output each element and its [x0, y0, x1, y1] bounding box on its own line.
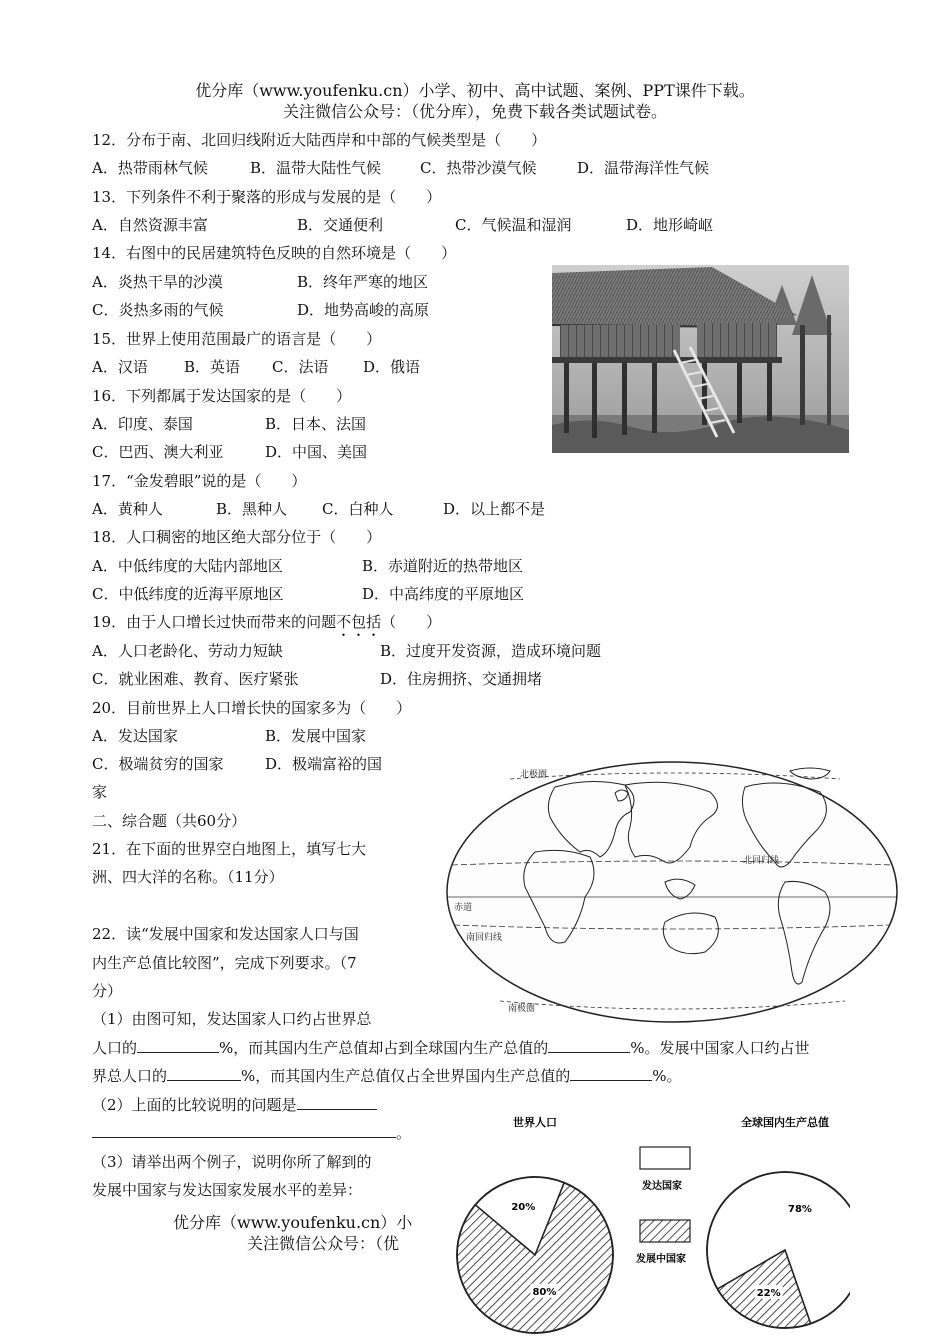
- q19-stem-post: （ ）: [381, 613, 442, 631]
- q22-p1-line3: [92, 1066, 682, 1086]
- q19-stem: [92, 612, 441, 640]
- q22-p1-line2: [92, 1038, 810, 1058]
- q22-p1-line3-b: %，而其国内生产总值仅占全世界国内生产总值的: [241, 1067, 571, 1085]
- q22-p2-line2: [92, 1123, 411, 1143]
- q15-option-a: A．汉语: [92, 358, 148, 376]
- q22-p3-line1: （3）请举出两个例子，说明你所了解到的: [92, 1153, 372, 1171]
- q14-option-b: B．终年严寒的地区: [297, 273, 429, 291]
- q12-stem: 12．分布于南、北回归线附近大陆西岸和中部的气候类型是（ ）: [92, 131, 547, 149]
- q22-p1-line3-c: %。: [652, 1067, 682, 1085]
- footer-line-1: 优分库（www.youfenku.cn）小: [173, 1213, 413, 1232]
- q12-option-d: D．温带海洋性气候: [577, 159, 710, 177]
- q14-option-d: D．地势高峻的高原: [297, 301, 430, 319]
- q22-p1-line3-a: 界总人口的: [92, 1067, 168, 1085]
- q13-option-b: B．交通便利: [297, 216, 384, 234]
- q22-line3: 分）: [92, 982, 123, 1000]
- pie-right: [707, 1172, 850, 1328]
- answer-blank-5[interactable]: [297, 1095, 377, 1110]
- population-gdp-pie-charts: [450, 1110, 850, 1342]
- answer-blank-6[interactable]: [92, 1123, 396, 1138]
- q14-stem: 14．右图中的民居建筑特色反映的自然环境是（ ）: [92, 244, 457, 262]
- section2-title: 二、综合题（共60分）: [92, 812, 247, 830]
- legend-swatch-developing: [640, 1220, 690, 1242]
- pie-right-label-developed: 78%: [787, 1203, 812, 1215]
- q17-option-d: D．以上都不是: [443, 500, 546, 518]
- q18-option-c: C．中低纬度的近海平原地区: [92, 585, 284, 603]
- stilt-house-photo: [552, 265, 849, 453]
- header-line-1: 优分库（www.youfenku.cn）小学、初中、高中试题、案例、PPT课件下载。: [195, 81, 755, 100]
- q12-option-a: A．热带雨林气候: [92, 159, 208, 177]
- q13-option-a: A．自然资源丰富: [92, 216, 208, 234]
- q20-stem: 20．目前世界上人口增长快的国家多为（ ）: [92, 699, 412, 717]
- q18-option-d: D．中高纬度的平原地区: [362, 585, 525, 603]
- q20-option-c: C．极端贫穷的国家: [92, 755, 224, 773]
- q16-option-d: D．中国、美国: [265, 443, 368, 461]
- label-equator: 赤道: [454, 903, 473, 913]
- q19-option-a: A．人口老龄化、劳动力短缺: [92, 642, 283, 660]
- q12-option-b: B．温带大陆性气候: [250, 159, 382, 177]
- q17-option-c: C．白种人: [322, 500, 394, 518]
- q14-option-c: C．炎热多雨的气候: [92, 301, 224, 319]
- q15-option-d: D．俄语: [363, 358, 421, 376]
- q18-stem: 18．人口稠密的地区绝大部分位于（ ）: [92, 528, 382, 546]
- q19-option-c: C．就业困难、教育、医疗紧张: [92, 670, 299, 688]
- q18-option-b: B．赤道附近的热带地区: [362, 557, 524, 575]
- q22-p1-line2-c: %。发展中国家人口约占世: [630, 1039, 810, 1057]
- q12-option-c: C．热带沙漠气候: [420, 159, 537, 177]
- q16-option-a: A．印度、泰国: [92, 415, 193, 433]
- q22-p2-line2-end: 。: [396, 1124, 412, 1142]
- header-line-2: 关注微信公众号：（优分库），免费下载各类试题试卷。: [282, 102, 667, 121]
- q19-option-b: B．过度开发资源，造成环境问题: [380, 642, 602, 660]
- label-antarctic-circle: 南极圈: [508, 1004, 536, 1014]
- q21-line2: 洲、四大洋的名称。（11分）: [92, 868, 284, 886]
- label-tropic-capricorn: 南回归线: [466, 933, 503, 943]
- q21-line1: 21．在下面的世界空白地图上，填写七大: [92, 840, 367, 858]
- q20-option-d: D．极端富裕的国: [265, 755, 383, 773]
- answer-blank-2[interactable]: [548, 1038, 630, 1053]
- q22-p1-line2-a: 人口的: [92, 1039, 138, 1057]
- legend-label-developing: 发展中国家: [636, 1254, 686, 1265]
- q22-p2-line1: [92, 1095, 377, 1115]
- label-arctic-circle: 北极圈: [520, 770, 548, 780]
- q16-option-c: C．巴西、澳大利亚: [92, 443, 224, 461]
- pie-right-title: 全球国内生产总值: [741, 1116, 829, 1129]
- q16-stem: 16．下列都属于发达国家的是（ ）: [92, 387, 352, 405]
- q22-line2: 内生产总值比较图”，完成下列要求。（7: [92, 954, 357, 972]
- answer-blank-1[interactable]: [137, 1038, 219, 1053]
- q17-option-a: A．黄种人: [92, 500, 163, 518]
- q19-stem-emphasis: 不包括: [336, 613, 382, 631]
- q15-option-b: B．英语: [184, 358, 241, 376]
- q22-p3-line2: 发展中国家与发达国家发展水平的差异：: [92, 1181, 363, 1199]
- footer-line-2: 关注微信公众号：（优: [247, 1234, 400, 1253]
- pie-left-title: 世界人口: [513, 1116, 557, 1129]
- q22-p2-line1-text: （2）上面的比较说明的问题是: [92, 1096, 297, 1114]
- world-map: [440, 757, 900, 1027]
- q20-option-a: A．发达国家: [92, 727, 178, 745]
- q16-option-b: B．日本、法国: [265, 415, 367, 433]
- legend-swatch-developed: [640, 1147, 690, 1169]
- q13-stem: 13．下列条件不利于聚落的形成与发展的是（ ）: [92, 188, 442, 206]
- q19-option-d: D．住房拥挤、交通拥堵: [380, 670, 543, 688]
- q20-option-b: B．发展中国家: [265, 727, 367, 745]
- q18-option-a: A．中低纬度的大陆内部地区: [92, 557, 283, 575]
- answer-blank-4[interactable]: [570, 1066, 652, 1081]
- answer-blank-3[interactable]: [167, 1066, 241, 1081]
- q20-option-d-wrap: 家: [92, 783, 108, 801]
- q14-option-a: A．炎热干旱的沙漠: [92, 273, 223, 291]
- q13-option-d: D．地形崎岖: [626, 216, 714, 234]
- pie-left: [457, 1177, 613, 1333]
- pie-right-label-developing: 22%: [756, 1287, 781, 1299]
- pie-left-label-developing: 80%: [532, 1286, 557, 1298]
- q19-stem-pre: 19．由于人口增长过快而带来的问题: [92, 613, 337, 631]
- q15-stem: 15．世界上使用范围最广的语言是（ ）: [92, 330, 382, 348]
- q17-stem: 17．“金发碧眼”说的是（ ）: [92, 472, 307, 490]
- q22-p1-line2-b: %，而其国内生产总值却占到全球国内生产总值的: [219, 1039, 549, 1057]
- q17-option-b: B．黑种人: [216, 500, 288, 518]
- label-tropic-cancer: 北回归线: [743, 856, 780, 866]
- q22-line1: 22．读“发展中国家和发达国家人口与国: [92, 925, 359, 943]
- q22-p1-line1: （1）由图可知，发达国家人口约占世界总: [92, 1010, 372, 1028]
- q15-option-c: C．法语: [272, 358, 329, 376]
- pie-left-label-developed: 20%: [511, 1202, 536, 1214]
- q13-option-c: C．气候温和湿润: [455, 216, 572, 234]
- legend-label-developed: 发达国家: [642, 1181, 682, 1192]
